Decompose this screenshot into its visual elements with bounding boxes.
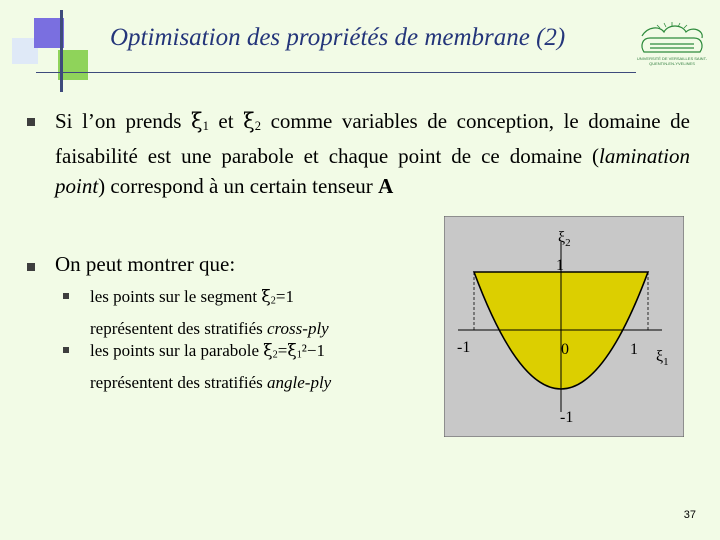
bullet-marker-2 (27, 263, 35, 271)
bullet-2-text: On peut montrer que: (55, 252, 236, 276)
feasibility-domain-figure (444, 216, 684, 437)
title-underline (36, 72, 636, 73)
slide-title: Optimisation des propriétés de membrane (2) (110, 24, 566, 51)
label-y-one: 1 (556, 257, 564, 274)
bullet-marker-1 (27, 118, 35, 126)
sub-bullet-2-text: les points sur la parabole $\xi_2=\xi_1^2-1$ représentent des stratifiés angle-ply (90, 341, 332, 392)
bullet-1-text: Si l’on prends $\xi_1$ et $\xi_2$ comme variables de conception, le domaine de faisabilité est une parabole et chaque point de ce domaine (lamination point) correspond à un certain tenseur A (55, 109, 690, 198)
xi2-symbol: ξ (243, 109, 255, 133)
page-number: 37 (683, 509, 696, 521)
university-logo-caption: UNIVERSITÉ DE VERSAILLES SAINT-QUENTIN-EN-YVELINES (636, 56, 708, 66)
y-axis-label: $\xi_2$ (558, 229, 571, 249)
xi1-symbol: ξ (191, 109, 203, 133)
label-x-minus-one: -1 (457, 339, 471, 356)
sub-bullet-marker-1 (63, 293, 69, 299)
sub-bullet-marker-2 (63, 347, 69, 353)
label-zero: 0 (561, 341, 569, 358)
sub-bullet-1-text: les points sur le segment $\xi_2=1$ représentent des stratifiés cross-ply (90, 287, 329, 338)
x-axis-label: $\xi_1$ (656, 348, 669, 368)
label-y-minus-one: -1 (560, 409, 574, 426)
decor-vertical-line (60, 10, 63, 92)
label-x-one: 1 (630, 341, 638, 358)
